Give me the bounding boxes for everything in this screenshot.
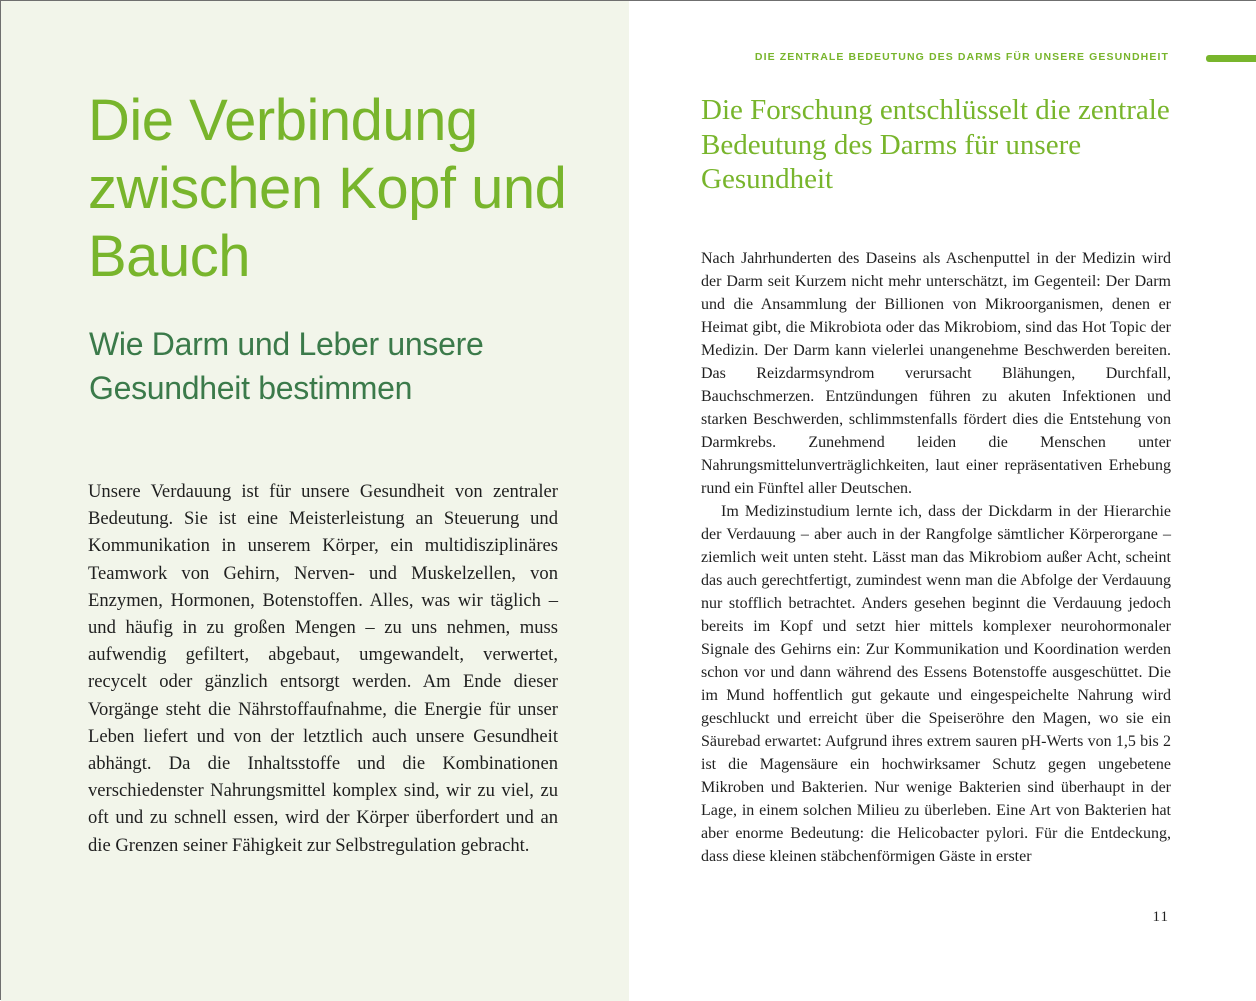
- section-title: Die Forschung entschlüsselt die zentrale Bedeutung des Darms für unsere Gesundheit: [701, 94, 1170, 195]
- running-head-bar: [1206, 55, 1256, 62]
- page-number: 11: [1152, 909, 1169, 925]
- body-paragraph: Im Medizinstudium lernte ich, dass der Dickdarm in der Hierarchie der Verdauung – aber auch in der Rangfolge sämtlicher Körperorgane – ziemlich weit unten steht. Lässt man das Mikrobiom außer Acht, scheint das auch gerechtfertigt, zumindest wenn man die Abfolge der Verdauung nur stofflich betrachtet. Anders gesehen beginnt die Verdauung jedoch bereits im Kopf und setzt hier mittels komplexer neurohormonaler Signale des Gehirns ein: Zur Kommunikation und Koordination werden schon vor und dann während des Essens Botenstoffe ausgeschüttet. Die im Mund hoffentlich gut gekaute und eingespeichelte Nahrung wird geschluckt und erreicht über die Speiseröhre den Magen, wo sie ein Säurebad erwartet: Aufgrund ihres extrem sauren pH-Werts von 1,5 bis 2 ist die Magensäure ein hochwirksamer Schutz gegen ungebetene Mikroben und Bakterien. Nur wenige Bakterien sind überhaupt in der Lage, in einem solchen Milieu zu überleben. Eine Art von Bakterien hat aber enorme Bedeutung: die Helicobacter pylori. Für die Entdeckung, dass diese kleinen stäbchenförmigen Gäste in erster: [701, 503, 1171, 865]
- chapter-subtitle: Wie Darm und Leber unsere Gesundheit bestimmen: [89, 326, 484, 406]
- chapter-intro-text: Unsere Verdauung ist für unsere Gesundheit von zentraler Bedeutung. Sie ist eine Meisterleistung an Steuerung und Kommunikation in unserem Körper, ein multidisziplinäres Teamwork von Gehirn, Nerven- und Muskelzellen, von Enzymen, Hormonen, Botenstoffen. Alles, was wir täglich – und häufig in zu großen Mengen – zu uns nehmen, muss aufwendig gefiltert, abgebaut, umgewandelt, verwertet, recycelt oder gänzlich entsorgt werden. Am Ende dieser Vorgänge steht die Nährstoffaufnahme, die Energie für unser Leben liefert und von der letztlich auch unsere Gesundheit abhängt. Da die Inhaltsstoffe und die Kombinationen verschiedenster Nahrungsmittel komplex sind, wir zu viel, zu oft und zu schnell essen, wird der Körper überfordert und an die Grenzen seiner Fähigkeit zur Selbstregulation gebracht.: [88, 481, 558, 856]
- chapter-title: Die Verbindung zwischen Kopf und Bauch: [88, 88, 567, 289]
- body-paragraph: Nach Jahrhunderten des Daseins als Aschenputtel in der Medizin wird der Darm seit Kurzem nicht mehr unterschätzt, im Gegenteil: Der Darm und die Ansammlung der Billionen von Mikroorganismen, denen er Heimat gibt, die Mikrobiota oder das Mikrobiom, sind das Hot Topic der Medizin. Der Darm kann vielerlei unangenehme Beschwerden bereiten. Das Reizdarmsyndrom verursacht Blähungen, Durchfall, Bauchschmerzen. Entzündungen führen zu akuten Infektionen und starken Beschwerden, schlimmstenfalls fördert dies die Entstehung von Darmkrebs. Zunehmend leiden die Menschen unter Nahrungsmittelunverträglichkeiten, laut einer repräsentativen Erhebung rund ein Fünftel aller Deutschen.: [701, 250, 1171, 497]
- left-page: [1, 1, 629, 1001]
- running-head: DIE ZENTRALE BEDEUTUNG DES DARMS FÜR UNSERE GESUNDHEIT: [754, 51, 1169, 63]
- section-body: [701, 247, 1171, 868]
